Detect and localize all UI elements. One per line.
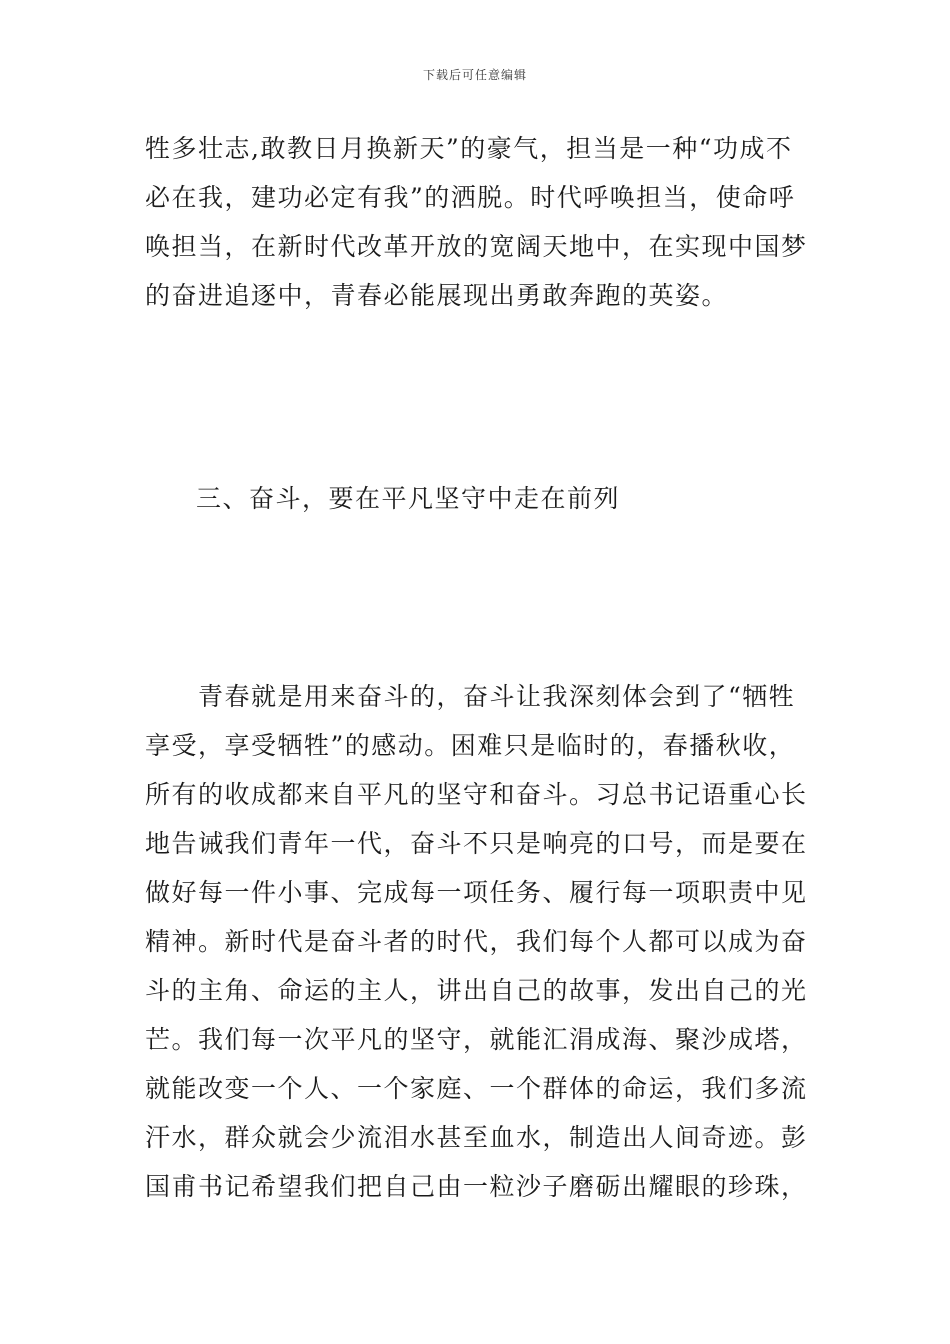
text-line: 做好每一件小事、完成每一项任务、履行每一项职责中见 [145,878,808,907]
text-line: 斗的主角、命运的主人，讲出自己的故事，发出自己的光 [145,976,808,1005]
text-line: 唤担当，在新时代改革开放的宽阔天地中，在实现中国梦 [145,232,808,261]
text-line: 享受，享受牺牲”的感动。困难只是临时的，春播秋收， [145,731,796,760]
page-header: 下载后可任意编辑 [422,68,527,82]
text-line: 必在我，建功必定有我”的洒脱。时代呼唤担当，使命呼 [145,183,796,212]
text-line: 精神。新时代是奋斗者的时代，我们每个人都可以成为奋 [145,927,808,956]
text-line: 牲多壮志,敢教日月换新天”的豪气，担当是一种“功成不 [145,134,793,163]
text-line: 所有的收成都来自平凡的坚守和奋斗。习总书记语重心长 [145,780,808,809]
text-line: 芒。我们每一次平凡的坚守，就能汇涓成海、聚沙成塔， [145,1025,808,1054]
text-line: 青春就是用来奋斗的，奋斗让我深刻体会到了“牺牲 [145,682,796,711]
text-line: 的奋进追逐中，青春必能展现出勇敢奔跑的英姿。 [145,281,729,310]
section-heading: 三、奋斗，要在平凡坚守中走在前列 [196,484,621,513]
text-line: 汗水，群众就会少流泪水甚至血水，制造出人间奇迹。彭 [145,1123,808,1152]
text-line: 国甫书记希望我们把自己由一粒沙子磨砺出耀眼的珍珠， [145,1172,808,1201]
text-line: 就能改变一个人、一个家庭、一个群体的命运，我们多流 [145,1074,808,1103]
text-line: 地告诫我们青年一代，奋斗不只是响亮的口号，而是要在 [145,829,808,858]
